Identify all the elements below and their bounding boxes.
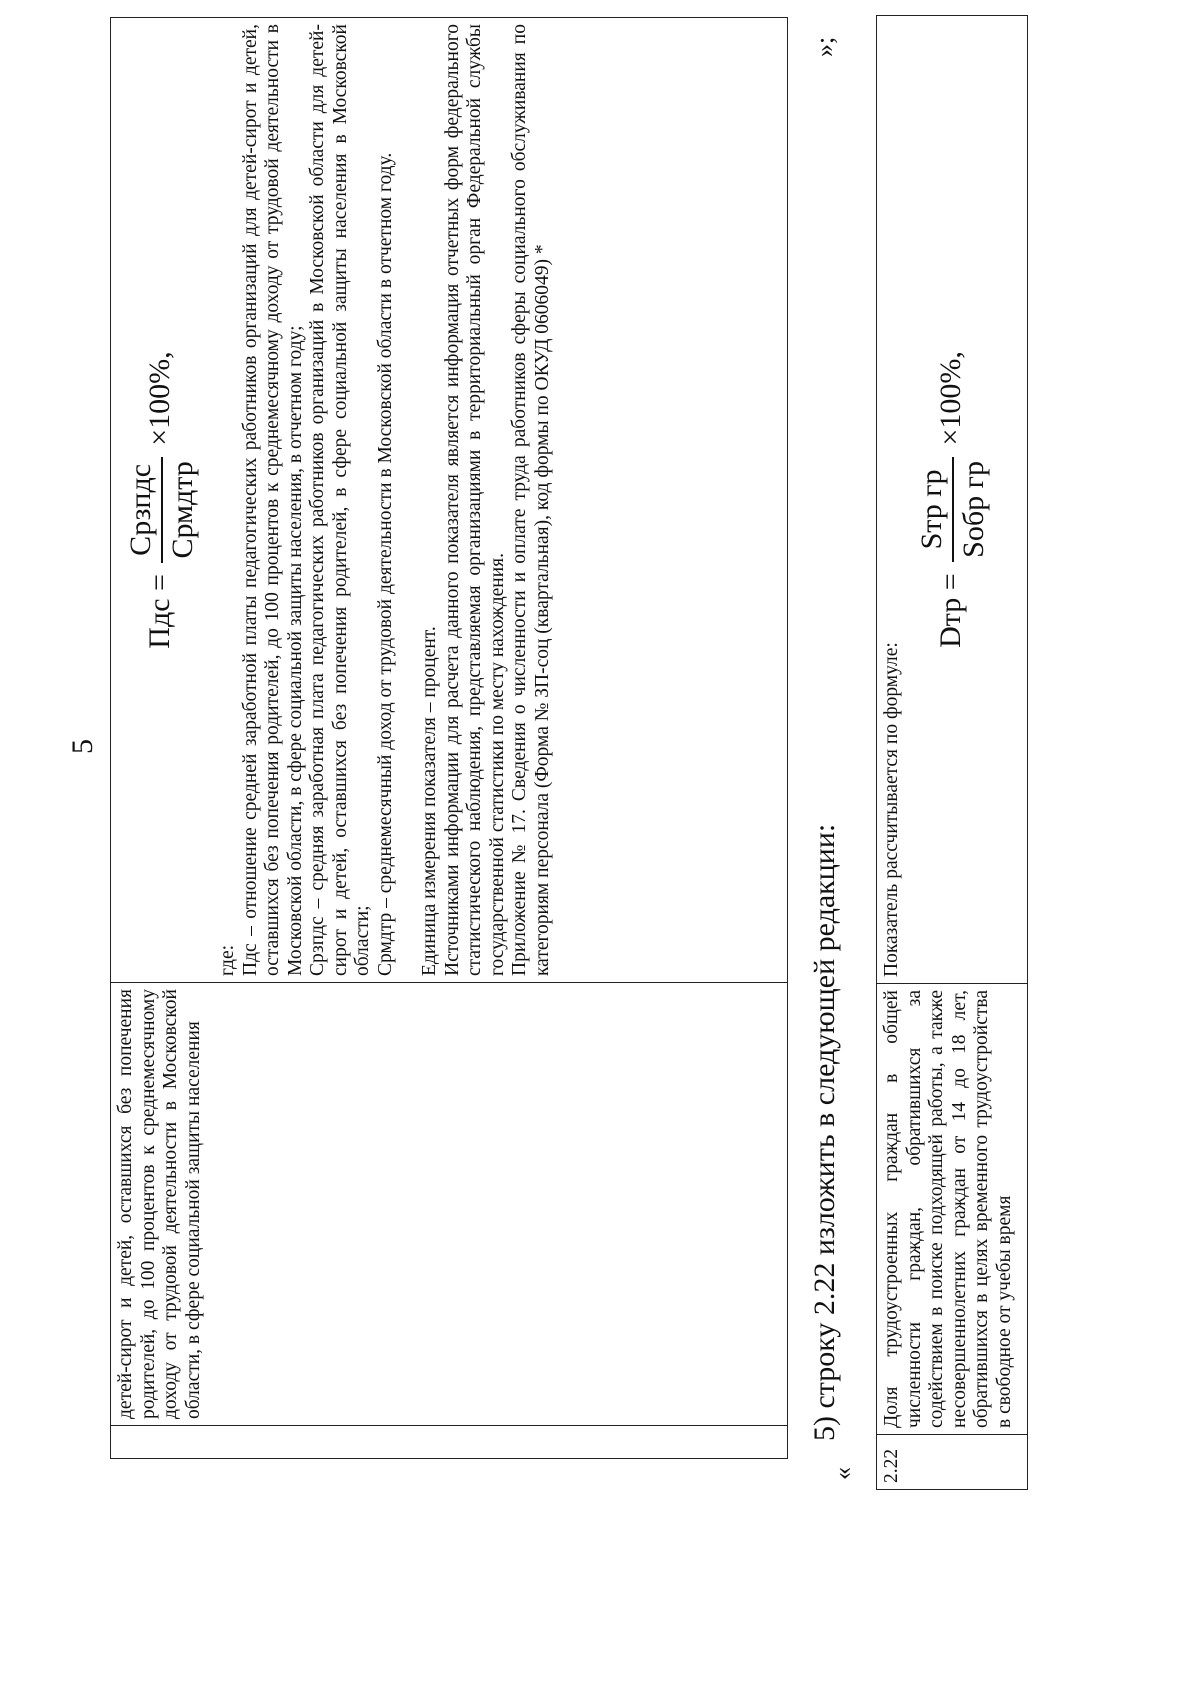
- row-number-cell: [877, 1435, 1028, 1490]
- formula-pds: [121, 24, 203, 976]
- sources-text: Источниками информации для расчета данного показателя является информация отчетных форм федерального статистического наблюдения, представляемая организациями в территориальный орган Федеральной службы государственной статистики по месту нахождения.: [441, 24, 508, 976]
- formula-dtr: [912, 22, 994, 977]
- indicator-table-2-22: [876, 15, 1028, 1490]
- formula-lhs: Пдс =: [142, 574, 176, 649]
- indicator-text-2-22: Доля трудоустроенных граждан в общей численности граждан, обратившихся за содействием в поиске подходящей работы, а также несовершеннолетних граждан от 14 до 18 лет, обратившихся в целях временного трудоустройства в свободное от учебы время: [881, 990, 1015, 1428]
- formula-denominator-2: Sобр гр: [956, 461, 990, 558]
- formula-fraction-2: [912, 457, 994, 562]
- closing-quote: »;: [810, 36, 839, 57]
- formula-fraction: [121, 457, 203, 562]
- number-cell: [111, 1426, 788, 1459]
- page-number: 5: [66, 739, 99, 754]
- opening-quote: «: [828, 1467, 857, 1480]
- formula-numerator-2: Sтр гр: [912, 457, 954, 562]
- formula-lhs-2: Dтр =: [933, 573, 967, 648]
- where-label: где:: [217, 944, 238, 976]
- indicator-cell: [111, 983, 788, 1426]
- unit-text: Единица измерения показателя – процент.: [419, 626, 440, 976]
- formula-tail: ×100%,: [142, 351, 176, 446]
- method-cell: [111, 18, 788, 983]
- formula-tail-2: ×100%,: [933, 351, 967, 446]
- indicator-cell-2-22: [877, 984, 1028, 1435]
- formula-intro: Показатель рассчитывается по формуле:: [881, 642, 902, 977]
- method-cell-2-22: [877, 16, 1028, 984]
- formula-denominator: Срмдтр: [166, 461, 199, 559]
- amendment-text: 5) строку 2.22 изложить в следующей редакции:: [808, 823, 841, 1441]
- row-number: 2.22: [881, 1448, 902, 1483]
- appendix-text: Приложение № 17. Сведения о численности и оплате труда работников сферы социального обслуживания по категориям персонала (Форма № ЗП-соц (квартальная), код формы по ОКУД 0606049) *: [509, 24, 553, 976]
- definition-srmdtr: Срмдтр – среднемесячный доход от трудовой деятельности в Московской области в отчетном году.: [374, 152, 396, 976]
- formula-numerator: Срзпдс: [121, 457, 163, 562]
- indicator-text: детей-сирот и детей, оставшихся без попечения родителей, до 100 процентов к среднемесячному доходу от трудовой деятельности в Московской области, в сфере социальной защиты населения: [115, 989, 204, 1419]
- definition-srzpds: Срзпдс – средняя заработная плата педагогических работников организаций в Московской области для детей-сирот и детей, оставшихся без попечения родителей, в сфере социальной защиты населения в Московской области;: [307, 24, 373, 976]
- definition-pds: Пдс – отношение средней заработной платы педагогических работников организаций для детей-сирот и детей, оставшихся без попечения родителей, до 100 процентов к среднемесячному доходу от трудовой деятельности в Московской области, в сфере социальной защиты населения, в отчетном году;: [239, 24, 306, 976]
- indicator-table-continued: [110, 17, 788, 1459]
